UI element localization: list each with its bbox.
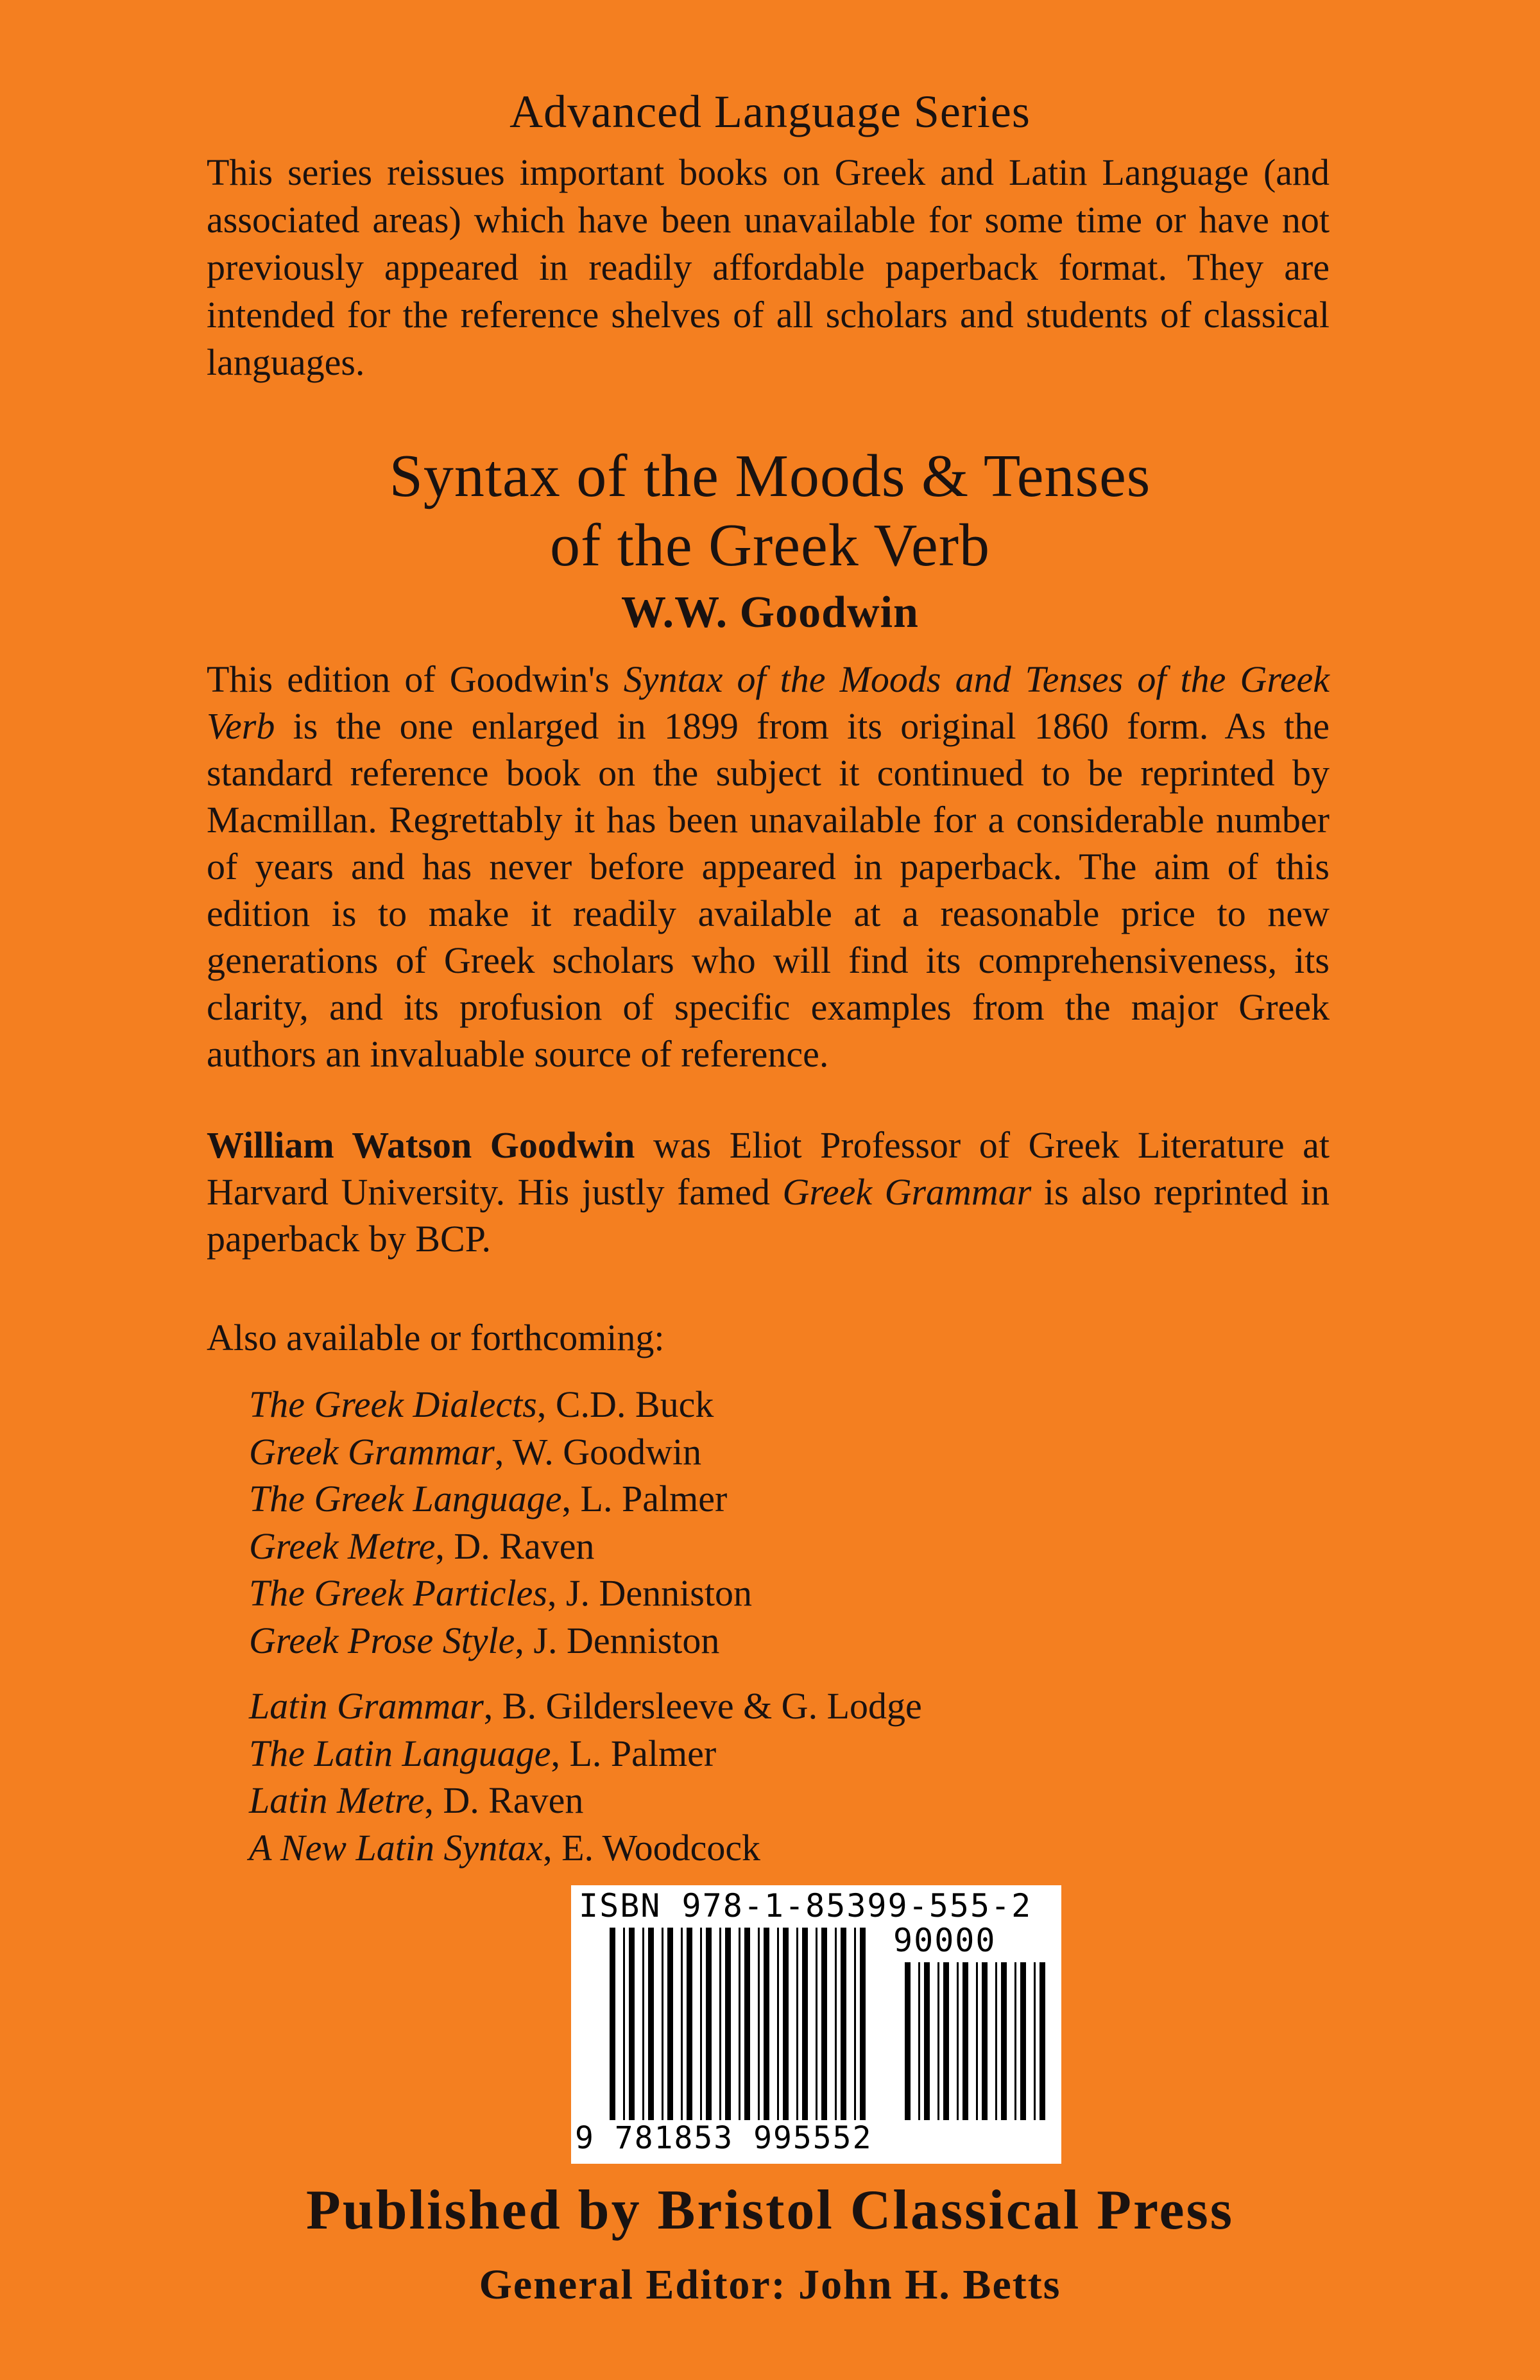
list-item — [249, 1777, 922, 1824]
isbn-label: ISBN 978-1-85399-555-2 — [579, 1887, 1032, 1924]
author-bio-work: Greek Grammar — [782, 1171, 1032, 1213]
series-title: Advanced Language Series — [509, 86, 1031, 137]
list-item-author: , B. Gildersleeve & G. Lodge — [483, 1685, 922, 1727]
list-item-title: Greek Prose Style — [249, 1619, 515, 1661]
list-item-author: , W. Goodwin — [494, 1430, 702, 1473]
author-name: William Watson Goodwin — [207, 1124, 635, 1166]
book-author: W.W. Goodwin — [621, 588, 919, 637]
list-item-title: The Greek Particles — [249, 1572, 547, 1614]
list-item — [249, 1682, 922, 1730]
list-item — [249, 1824, 922, 1872]
list-item-title: Latin Metre — [249, 1779, 425, 1821]
list-item-title: A New Latin Syntax — [249, 1826, 543, 1869]
list-item — [249, 1381, 752, 1428]
list-item — [249, 1475, 752, 1523]
series-description: This series reissues important books on Greek and Latin Language (and associated areas) which have been unavailable for some time or have not previously appeared in readily affordable paperback format. They are intended for the reference shelves of all scholars and students of classical languages. — [207, 151, 1330, 383]
list-item — [249, 1523, 752, 1570]
latin-book-list — [249, 1682, 922, 1871]
price-code: 90000 — [893, 1922, 997, 1959]
list-item — [249, 1428, 752, 1476]
barcode — [571, 1885, 1061, 2164]
book-title-line-2: of the Greek Verb — [549, 512, 991, 579]
list-item — [249, 1730, 922, 1777]
book-title — [0, 441, 1540, 580]
description-rest: is the one enlarged in 1899 from its original 1860 form. As the standard reference book on the subject it continued to be reprinted by Macmillan. Regrettably it has been unavailable for a considerable number of years and has never before appeared in paperback. The aim of this edition is to make it readily available at a reasonable price to new generations of Greek scholars who will find its comprehensiveness, its clarity, and its profusion of specific examples from the major Greek authors an invaluable source of reference. — [207, 705, 1330, 1075]
list-item-title: Greek Metre — [249, 1525, 436, 1567]
description-lead: This edition of Goodwin's — [207, 658, 624, 700]
publisher-line: Published by Bristol Classical Press — [305, 2179, 1235, 2241]
list-item-title: Greek Grammar — [249, 1430, 495, 1473]
description-title: Syntax of the Moods and Tenses of the Greek Verb — [207, 658, 1330, 747]
also-available-heading: Also available or forthcoming: — [207, 1317, 665, 1358]
list-item-title: The Greek Language — [249, 1478, 562, 1520]
list-item-author: , C.D. Buck — [536, 1383, 714, 1425]
list-item-author: , L. Palmer — [551, 1732, 717, 1774]
book-title-line-1: Syntax of the Moods & Tenses — [389, 443, 1151, 509]
author-bio-text-1: was Eliot Professor of Greek Literature at Harvard University. His justly famed — [207, 1124, 1330, 1213]
list-item-author: , E. Woodcock — [543, 1826, 761, 1869]
list-item — [249, 1617, 752, 1665]
list-item-author: , D. Raven — [435, 1525, 595, 1567]
author-bio — [207, 1122, 1330, 1262]
list-item-author: , D. Raven — [424, 1779, 584, 1821]
author-bio-text-2: is also reprinted in paperback by BCP. — [207, 1171, 1330, 1260]
list-item — [249, 1570, 752, 1617]
list-item-author: , L. Palmer — [561, 1478, 728, 1520]
book-description — [207, 656, 1330, 1077]
ean-digits: 9 781853 995552 — [575, 2120, 873, 2156]
list-item-title: Latin Grammar — [249, 1685, 484, 1727]
list-item-title: The Latin Language — [249, 1732, 551, 1774]
general-editor: General Editor: John H. Betts — [479, 2261, 1061, 2308]
list-item-author: , J. Denniston — [515, 1619, 720, 1661]
greek-book-list — [249, 1381, 752, 1664]
list-item-author: , J. Denniston — [547, 1572, 752, 1614]
list-item-title: The Greek Dialects — [249, 1383, 537, 1425]
